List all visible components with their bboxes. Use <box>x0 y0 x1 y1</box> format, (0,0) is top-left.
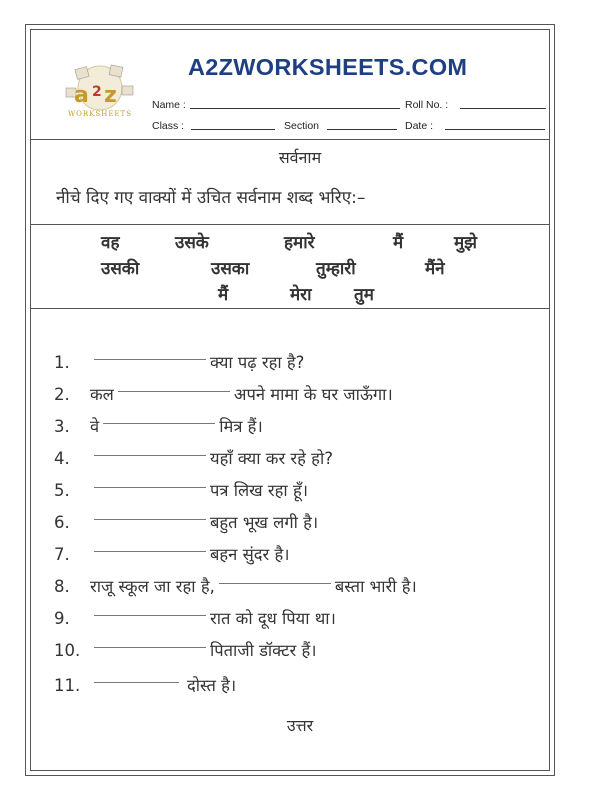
word-bank-bottom-divider <box>30 308 550 309</box>
question-text: क्या पढ़ रहा है? <box>210 353 305 372</box>
name-field[interactable] <box>190 99 400 112</box>
question-text: रात को दूध पिया था। <box>210 609 336 628</box>
date-field[interactable] <box>445 120 545 133</box>
roll-no-label: Roll No. : <box>405 99 449 111</box>
header-divider <box>30 139 550 140</box>
class-field[interactable] <box>191 120 275 133</box>
class-label: Class : <box>152 120 185 132</box>
question-text: दोस्त है। <box>187 676 237 695</box>
section-label: Section <box>284 120 320 132</box>
question-item <box>54 638 317 661</box>
question-text: कल <box>90 385 114 404</box>
word-bank-item: उसकी <box>101 259 140 279</box>
word-bank-item: मुझे <box>454 233 478 253</box>
question-item <box>54 478 308 501</box>
question-text: राजू स्कूल जा रहा है, <box>90 577 215 596</box>
question-number: 5. <box>54 481 70 500</box>
word-bank-item: उसका <box>211 259 250 279</box>
word-bank-item: मैं <box>393 233 404 253</box>
question-number: 8. <box>54 577 70 596</box>
svg-text:2: 2 <box>92 84 102 100</box>
svg-text:z: z <box>104 83 117 108</box>
question-number: 10. <box>54 641 81 660</box>
question-number: 7. <box>54 545 70 564</box>
answer-heading: उत्तर <box>286 716 314 735</box>
answer-blank[interactable] <box>94 550 206 552</box>
question-item <box>54 350 304 373</box>
question-item <box>54 446 333 469</box>
a2z-logo <box>60 62 140 122</box>
question-text: बहुत भूख लगी है। <box>210 513 319 532</box>
question-text: बहन सुंदर है। <box>210 545 290 564</box>
question-item <box>54 542 290 565</box>
date-label: Date : <box>405 120 434 132</box>
question-text: पिताजी डॉक्टर हैं। <box>210 641 317 660</box>
word-bank-item: तुम <box>354 285 374 305</box>
answer-blank[interactable] <box>219 582 331 584</box>
worksheet-title: सर्वनाम <box>278 148 322 167</box>
word-bank-item: मैंने <box>425 259 445 279</box>
question-number: 6. <box>54 513 70 532</box>
word-bank-item: मैं <box>218 285 229 305</box>
answer-blank[interactable] <box>103 422 215 424</box>
answer-blank[interactable] <box>94 518 206 520</box>
answer-blank[interactable] <box>94 646 206 648</box>
question-number: 2. <box>54 385 70 404</box>
question-item <box>54 673 236 696</box>
question-text: वे <box>90 417 100 436</box>
word-bank-item: उसके <box>175 233 209 253</box>
word-bank-item: मेरा <box>290 285 312 305</box>
logo-text: WORKSHEETS <box>67 110 133 118</box>
answer-blank[interactable] <box>94 358 206 360</box>
question-item <box>54 382 393 405</box>
question-item <box>54 574 417 597</box>
question-number: 4. <box>54 449 70 468</box>
name-label: Name : <box>152 99 186 111</box>
answer-blank[interactable] <box>94 681 179 683</box>
question-text: मित्र हैं। <box>219 417 263 436</box>
answer-blank[interactable] <box>94 486 206 488</box>
svg-text:a: a <box>74 83 89 108</box>
word-bank-item: तुम्हारी <box>316 259 356 279</box>
word-bank-item: हमारे <box>284 233 315 253</box>
question-text: पत्र लिख रहा हूँ। <box>210 481 308 500</box>
question-number: 3. <box>54 417 70 436</box>
word-bank-top-divider <box>30 224 550 225</box>
answer-blank[interactable] <box>94 454 206 456</box>
question-number: 9. <box>54 609 70 628</box>
question-number: 11. <box>54 676 81 695</box>
question-text: यहाँ क्या कर रहे हो? <box>210 449 333 468</box>
roll-no-field[interactable] <box>460 99 546 112</box>
question-item <box>54 606 336 629</box>
question-text: बस्ता भारी है। <box>334 577 417 596</box>
question-text: अपने मामा के घर जाऊँगा। <box>233 385 393 404</box>
question-number: 1. <box>54 353 70 372</box>
answer-blank[interactable] <box>118 390 230 392</box>
answer-blank[interactable] <box>94 614 206 616</box>
question-item <box>54 510 318 533</box>
section-field[interactable] <box>327 120 397 133</box>
question-item <box>54 414 263 437</box>
instruction-text: नीचे दिए गए वाक्यों में उचित सर्वनाम शब्द भरिए:– <box>56 188 366 208</box>
word-bank-item: वह <box>101 233 120 253</box>
brand-title: A2ZWORKSHEETS.COM <box>188 54 468 80</box>
